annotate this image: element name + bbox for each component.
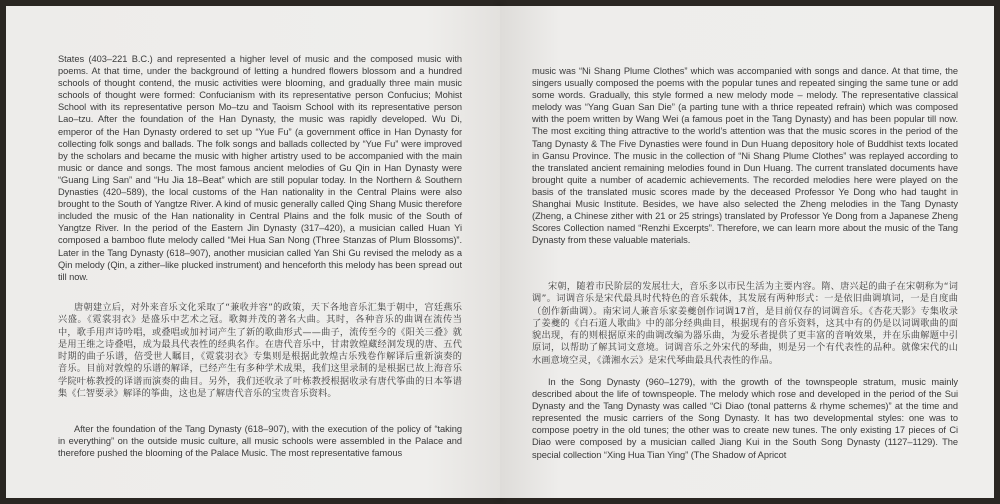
right-english-paragraph-2: In the Song Dynasty (960–1279), with the growth of the townspeople stratum, music mainly described about the life of townspeople. The melody which rose and developed in the period of the Sui Dynasty and the Tang Dynasty was called “Ci Diao (tonal patterns & rhyme schemes)” at the time and represented the music carriers of the Song Dynasty. It has two developmental styles: one was to compose poetry in the old tunes; the other was to create new tunes. The only existing 17 pieces of Ci Diao were composed by a musician called Jiang Kui in the South Song Dynasty (1127–1129). The special collection “Xing Hua Tian Ying” (The Shadow of Apricot	[532, 377, 958, 460]
left-page	[6, 6, 500, 498]
booklet-spread	[6, 6, 994, 498]
right-page	[500, 6, 994, 498]
right-chinese-paragraph: 宋朝，随着市民阶层的发展壮大，音乐多以市民生活为主要内容。隋、唐兴起的曲子在宋朝称为“词调”。词调音乐是宋代最具时代特色的音乐载体，其发展有两种形式：一是依旧曲调填词，一是自度曲（创作新曲调）。南宋词人兼音乐家姜夔创作词调17首，是目前仅存的词调音乐。《杏花天影》专集收录了姜夔的《白石道人歌曲》中的部分经典曲目，根据现有的音乐资料，这其中有的仍是以词调歌曲的面貌出现，有的则根据原来的曲调改编为器乐曲，为爱乐者提供了更丰富的音响效果，并在乐曲解题中引原词，以帮助了解其词文意境。词调音乐之外宋代的琴曲，则是另一个有代表性的品种。就像宋代的山水画意境空灵，《潇湘水云》是宋代琴曲最具代表性的作品。	[532, 281, 958, 366]
left-english-paragraph-1: States (403–221 B.C.) and represented a higher level of music and the composed music with poems. At that time, under the background of letting a hundred flowers blossom and a hundred schools of thought contend, the music activities were blooming, and gradually three main music schools of thought were formed: Confucianism with its representative person Confucius; Mohist School with its representative person Mo–tzu and Taoism School with its representative person Lao–tzu. After the foundation of the Han Dynasty, the music was rapidly developed. Wu Di, emperor of the Han Dynasty ordered to set up “Yue Fu” (a government office in Han Dynasty for collecting folk songs and ballads. The folk songs and ballads collected by “Yue Fu” were improved by the scholars and became the music with higher artistry used to be accompanied with the main music or dance and songs. The most famous ancient melodies of Gu Qin in Han Dynasty were “Guang Ling San” and “Hu Jia 18–Beat” which are still popular today. In the Northern & Southern Dynasties (420–589), the local customs of the Han nationality in the Central Plains were also brought to the South of Yangtze River. A kind of music generally called Qing Shang Music therefore included the music of the Han nationality in Central Plains and the folk music of the South of Yangtze River. In the period of the Eastern Jin Dynasty (317–420), a musician called Huan Yi composed a bamboo flute melody called “Mei Hua San Nong (Three Stanzas of Plum Blossoms)”. Later in the Tang Dynasty (618–907), another musician called Yan Shi Gu revised the melody as a Qin melody (Qin, a zither–like plucked instrument) and henceforth this melody has been spread out till now.	[58, 54, 462, 282]
left-chinese-paragraph: 唐朝建立后，对外来音乐文化采取了“兼收并容”的政策，天下各地音乐汇集于朝中，宫廷燕乐兴盛。《霓裳羽衣》是盛乐中艺术之冠。歌舞并茂的著名大曲。其时，各种音乐的曲调在流传当中，歌手用声诗吟唱，或叠唱或加衬词产生了新的歌曲形式——曲子，流传至今的《阳关三叠》就是用王维之诗叠唱，成为最具代表性的经典名作。在唐代音乐中，甘肃敦煌藏经洞发现的唐、五代时期的曲子乐谱，倍受世人瞩目，《霓裳羽衣》专集则是根据此敦煌古乐残卷作解译后重新演奏的音乐。目前对敦煌的乐谱的解译，已经产生有多种学术成果，我们这里录制的是根据已故上海音乐学院叶栋教授的译谱而演奏的曲目。另外，我们还收录了叶栋教授根据收录有唐代筝曲的日本筝谱集《仁智要录》解译的筝曲，这也是了解唐代音乐的宝贵音乐资料。	[58, 302, 462, 400]
right-english-paragraph-1: music was “Ni Shang Plume Clothes” which was accompanied with songs and dance. At that time, the singers usually composed the poems with the popular tunes and repeated singing the same tune or add some words. Gradually, this style formed a new melody mode – melody. The representative classical melody was “Yang Guan San Die” (a parting tune with a thrice repeated refrain) which was composed with the poem written by Wang Wei (a famous poet in the Tang Dynasty) and has been popular till now. The most exciting thing attractive to the world’s attention was that the music scores in the period of the Tang Dynasty & The Five Dynasties were found in Dun Huang depository hole of Buddhist texts located in Gansu Province. The music in the collection of “Ni Shang Plume Clothes” was replayed according to the translated ancient remaining melodies found in Dun Huang. The current translated documents have brought quite a number of academic achievements. The recorded melodies here were played on the basis of the translated music scores made by the deceased Professor Ye Dong who had taught in Shanghai Music Institute. Besides, we have also selected the Zheng melodies in the Tang Dynasty (Zheng, a Chinese zither with 21 or 25 strings) translated by Professor Ye Dong from a Japanese Zheng Scores Collection named “Renzhi Excerpts”. Therefore, we can learn more about the music of the Tang Dynasty from these valuable materials.	[532, 66, 958, 246]
left-english-paragraph-2: After the foundation of the Tang Dynasty (618–907), with the execution of the policy of “taking in everything” on the outside music culture, all music schools were assembled in the Palace and therefore pushed the blooming of the Palace Music. The most representative famous	[58, 424, 462, 459]
